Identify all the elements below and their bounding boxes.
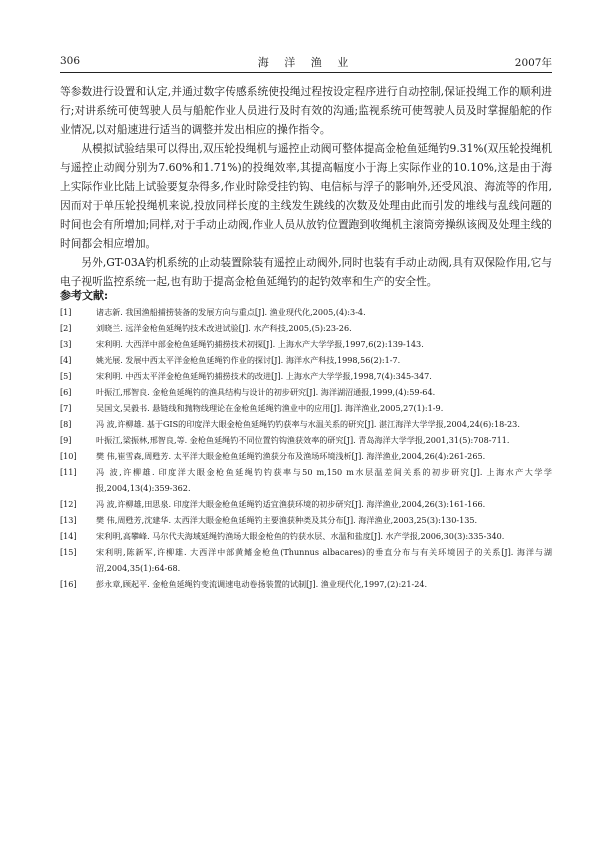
reference-text: 冯 波,许柳雄. 基于GIS的印度洋大眼金枪鱼延绳钓钓获率与水温关系的研究[J]. 湛江海洋大学学报,2004,24(6):18-23.: [96, 419, 520, 429]
reference-item: [60, 384, 552, 400]
reference-text: 宋利明,高攀峰. 马尔代夫海域延绳钓渔场大眼金枪鱼的钓获水层、水温和盐度[J]. 水产学报,2006,30(3):335-340.: [96, 531, 505, 541]
reference-text: 宋利明. 中西太平洋金枪鱼延绳钓捕捞技术的改进[J]. 上海水产大学学报,1998,7(4):345-347.: [96, 371, 432, 381]
reference-number: [16]: [60, 579, 77, 589]
reference-number: [6]: [60, 387, 72, 397]
reference-item: [60, 544, 552, 576]
reference-number: [13]: [60, 515, 77, 525]
reference-text: 樊 伟,崔雪森,周甦芳. 太平洋大眼金枪鱼延绳钓渔获分布及渔场环境浅析[J]. 海洋渔业,2004,26(4):261-265.: [96, 451, 486, 461]
reference-item: [60, 448, 552, 464]
publication-year: 2007年: [514, 57, 552, 69]
reference-text: 诸志新. 我国渔船捕捞装备的发展方向与重点[J]. 渔业现代化,2005,(4):3-4.: [96, 307, 366, 317]
reference-number: [15]: [60, 547, 77, 557]
reference-text: 冯 波,许柳雄. 印度洋大眼金枪鱼延绳钓钓获率与50 m,150 m水层温差间关系的初步研究[J]. 上海水产大学学报,2004,13(4):359-362.: [96, 467, 552, 493]
reference-number: [14]: [60, 531, 77, 541]
reference-text: 叶振江,梁振林,邢智良,等. 金枪鱼延绳钓不同位置钓钩渔获效率的研究[J]. 青岛海洋大学学报,2001,31(5):708-711.: [96, 435, 510, 445]
reference-item: [60, 352, 552, 368]
body-paragraph: 另外,GT-03A钓机系统的止动装置除装有遥控止动阀外,同时也装有手动止动阀,具有双保险作用,它与电子视听监控系统一起,也有助于提高金枪鱼延绳钓的起钓效率和生产的安全性。: [60, 256, 552, 288]
reference-text: 刘晓兰. 远洋金枪鱼延绳钓技术改进试验[J]. 水产科技,2005,(5):23-26.: [96, 323, 352, 333]
body-paragraph: 从模拟试验结果可以得出,双压轮投绳机与遥控止动阀可整体提高金枪鱼延绳钓9.31%(双压轮投绳机与遥控止动阀分别为7.60%和1.71%)的投绳效率,其提高幅度小于海上实际作业的10.10%,这是由于海上实际作业比陆上试验要复杂得多,作业时除受挂钓钩、电信标与浮子的影响外,还受风浪、海流等的作用,因而对于单压轮投绳机来说,投放同样长度的主线发生跳线的次数及处理由此而引发的堆线与乱线问题的时间也会有所增加;同样,对于手动止动阀,作业人员从放钓位置跑到收绳机主滚筒旁操纵该阀及处理主线的时间都会相应增加。: [60, 142, 552, 250]
reference-item: [60, 528, 552, 544]
reference-item: [60, 368, 552, 384]
body-paragraph: 等参数进行设置和认定,并通过数字传感系统使投绳过程按设定程序进行自动控制,保证投绳工作的顺利进行;对讲系统可使驾驶人员与船舵作业人员进行及时有效的沟通;监视系统可使驾驶人员及时掌握船舵的作业情况,以对船速进行适当的调整并发出相应的操作指令。: [60, 85, 552, 136]
reference-text: 彭永章,顾起平. 金枪鱼延绳钓变流调速电动卷扬装置的试制[J]. 渔业现代化,1997,(2):21-24.: [96, 579, 428, 589]
references-heading: 参考文献:: [60, 289, 109, 302]
reference-number: [7]: [60, 403, 72, 413]
reference-text: 姚光展. 发展中西太平洋金枪鱼延绳钓作业的探讨[J]. 海洋水产科技,1998,56(2):1-7.: [96, 355, 401, 365]
reference-item: [60, 336, 552, 352]
reference-number: [4]: [60, 355, 72, 365]
reference-number: [12]: [60, 499, 77, 509]
reference-text: 宋利明,陈新军,许柳雄. 大西洋中部黄鳍金枪鱼(Thunnus albacares)的垂直分布与有关环境因子的关系[J]. 海洋与湖沼,2004,35(1):64-68.: [96, 547, 552, 573]
body-text: [60, 82, 552, 291]
page-header: [60, 54, 552, 73]
reference-text: 樊 伟,周甦芳,沈建华. 太西洋大眼金枪鱼延绳钓主要渔获种类及其分布[J]. 海洋渔业,2003,25(3):130-135.: [96, 515, 478, 525]
reference-item: [60, 304, 552, 320]
reference-number: [11]: [60, 467, 77, 477]
journal-title: 海 洋 渔 业: [257, 56, 355, 69]
reference-number: [8]: [60, 419, 72, 429]
reference-number: [10]: [60, 451, 77, 461]
page-number: 306: [60, 55, 81, 67]
reference-number: [3]: [60, 339, 72, 349]
reference-item: [60, 464, 552, 496]
reference-number: [5]: [60, 371, 72, 381]
reference-item: [60, 496, 552, 512]
reference-text: 宋利明. 大西洋中部金枪鱼延绳钓捕捞技术初探[J]. 上海水产大学学报,1997,6(2):139-143.: [96, 339, 424, 349]
reference-item: [60, 400, 552, 416]
reference-number: [9]: [60, 435, 72, 445]
reference-text: 叶振江,邢智良. 金枪鱼延绳钓的渔具结构与设计的初步研究[J]. 海洋湖沼通报,1999,(4):59-64.: [96, 387, 436, 397]
reference-list: [60, 304, 552, 592]
reference-item: [60, 416, 552, 432]
reference-text: 冯 波,许柳雄,田思泉. 印度洋大眼金枪鱼延绳钓适宜渔获环境的初步研究[J]. 海洋渔业,2004,26(3):161-166.: [96, 499, 486, 509]
reference-item: [60, 432, 552, 448]
reference-number: [2]: [60, 323, 72, 333]
reference-text: 吴国文,吴毅书. 悬链线和抛物线理论在金枪鱼延绳钓渔业中的应用[J]. 海洋渔业,2005,27(1):1-9.: [96, 403, 444, 413]
reference-item: [60, 512, 552, 528]
reference-item: [60, 576, 552, 592]
reference-item: [60, 320, 552, 336]
reference-number: [1]: [60, 307, 72, 317]
